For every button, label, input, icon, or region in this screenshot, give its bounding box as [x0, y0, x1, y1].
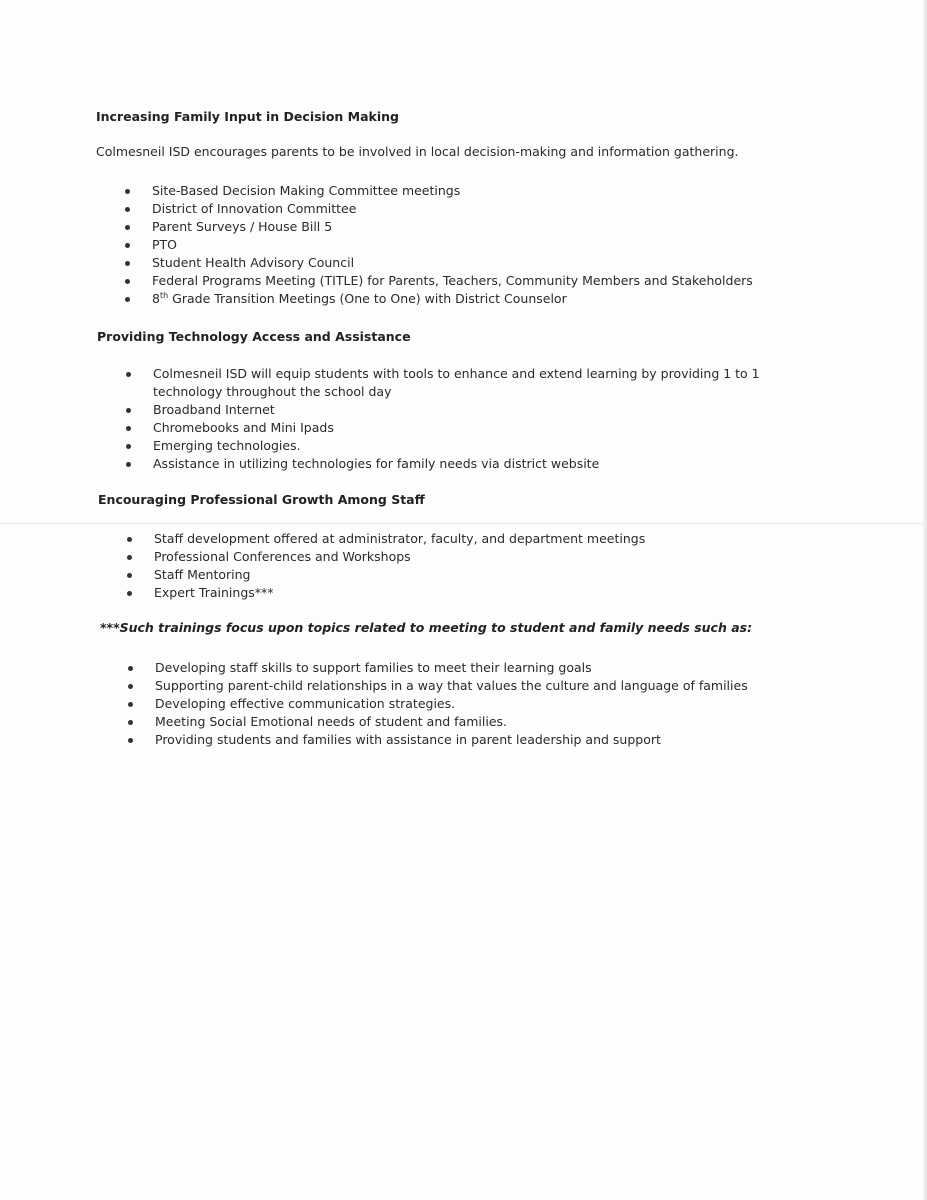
list-item: Chromebooks and Mini Ipads	[126, 419, 793, 437]
list-item: Assistance in utilizing technologies for family needs via district website	[126, 455, 793, 473]
section-heading-professional-growth: Encouraging Professional Growth Among Staff	[98, 492, 425, 507]
list-item: Federal Programs Meeting (TITLE) for Parents, Teachers, Community Members and Stakeholders	[125, 272, 753, 290]
technology-list	[126, 365, 793, 473]
list-item: Supporting parent-child relationships in a way that values the culture and language of families	[128, 677, 748, 695]
family-input-list	[125, 182, 753, 308]
list-item: Broadband Internet	[126, 401, 793, 419]
section-heading-family-input: Increasing Family Input in Decision Making	[96, 109, 399, 124]
grade-item-text: Grade Transition Meetings (One to One) with District Counselor	[168, 291, 567, 306]
list-item: Parent Surveys / House Bill 5	[125, 218, 753, 236]
section-intro: Colmesneil ISD encourages parents to be involved in local decision-making and information gathering.	[96, 144, 739, 159]
list-item: Professional Conferences and Workshops	[127, 548, 645, 566]
list-item: Developing effective communication strategies.	[128, 695, 748, 713]
list-item: Developing staff skills to support families to meet their learning goals	[128, 659, 748, 677]
list-item: Staff Mentoring	[127, 566, 645, 584]
scan-artifact-line	[0, 523, 927, 524]
list-item	[125, 290, 753, 308]
trainings-note: ***Such trainings focus upon topics related to meeting to student and family needs such as:	[100, 620, 753, 635]
grade-superscript: th	[159, 290, 169, 300]
list-item: Colmesneil ISD will equip students with tools to enhance and extend learning by providing 1 to 1 technology throughout the school day	[126, 365, 793, 401]
list-item: Meeting Social Emotional needs of student and families.	[128, 713, 748, 731]
list-item: Emerging technologies.	[126, 437, 793, 455]
list-item: PTO	[125, 236, 753, 254]
list-item: Providing students and families with assistance in parent leadership and support	[128, 731, 748, 749]
professional-growth-list	[127, 530, 645, 602]
trainings-topics-list	[128, 659, 748, 749]
list-item: Student Health Advisory Council	[125, 254, 753, 272]
section-heading-technology: Providing Technology Access and Assistance	[97, 329, 411, 344]
list-item: Expert Trainings***	[127, 584, 645, 602]
page-edge	[923, 0, 927, 1200]
list-item: Staff development offered at administrator, faculty, and department meetings	[127, 530, 645, 548]
grade-number: 8	[152, 291, 160, 306]
list-item: Site-Based Decision Making Committee meetings	[125, 182, 753, 200]
list-item: District of Innovation Committee	[125, 200, 753, 218]
